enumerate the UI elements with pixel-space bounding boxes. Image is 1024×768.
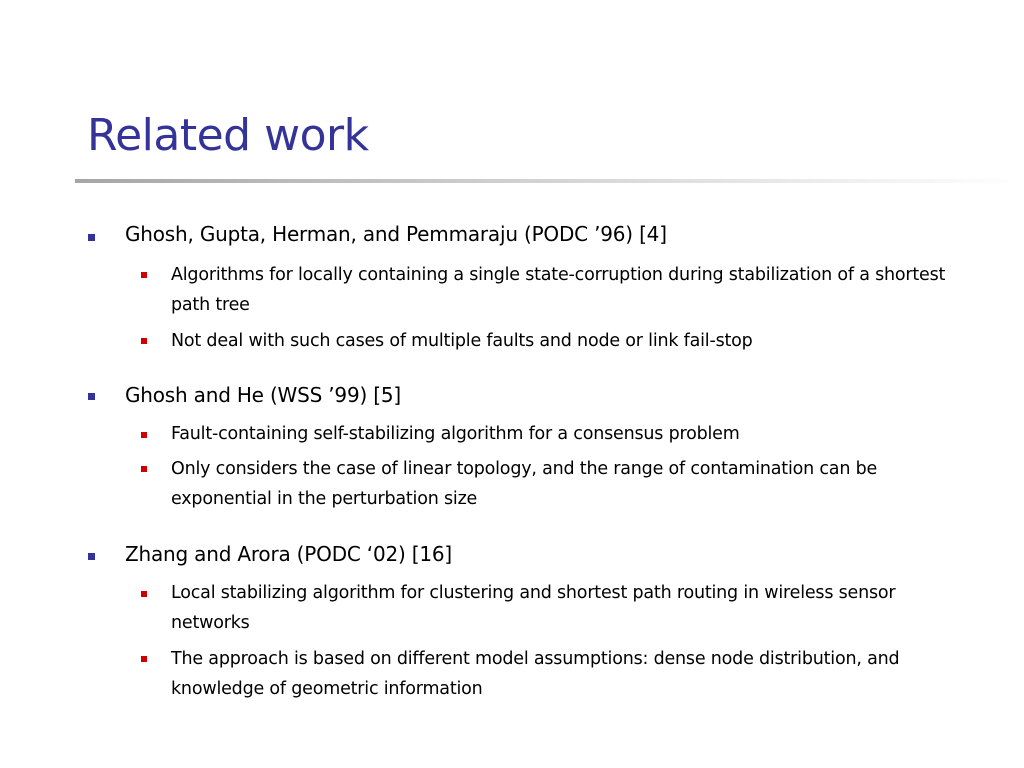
sub-bullet-item: The approach is based on different model assumptions: dense node distribution, and knowledge of geometric information (171, 649, 900, 699)
square-bullet-icon (88, 553, 95, 560)
square-bullet-icon (141, 656, 147, 662)
slide-title: Related work (87, 110, 369, 161)
bullet-item: Ghosh and He (WSS ’99) [5] (125, 383, 401, 407)
sub-bullet-item: Not deal with such cases of multiple faults and node or link fail-stop (171, 331, 753, 351)
bullet-item: Ghosh, Gupta, Herman, and Pemmaraju (PODC ’96) [4] (125, 222, 667, 246)
square-bullet-icon (141, 466, 147, 472)
title-divider (75, 179, 1024, 183)
sub-bullet-item: Only considers the case of linear topology, and the range of contamination can be exponential in the perturbation size (171, 459, 878, 509)
square-bullet-icon (88, 393, 95, 400)
square-bullet-icon (141, 272, 147, 278)
sub-bullet-item: Local stabilizing algorithm for clustering and shortest path routing in wireless sensor networks (171, 583, 896, 633)
sub-bullet-item: Fault-containing self-stabilizing algorithm for a consensus problem (171, 424, 740, 444)
square-bullet-icon (88, 234, 95, 241)
bullet-item: Zhang and Arora (PODC ‘02) [16] (125, 542, 453, 566)
square-bullet-icon (141, 338, 147, 344)
sub-bullet-item: Algorithms for locally containing a single state-corruption during stabilization of a shortest path tree (171, 265, 946, 315)
square-bullet-icon (141, 432, 147, 438)
square-bullet-icon (141, 591, 147, 597)
